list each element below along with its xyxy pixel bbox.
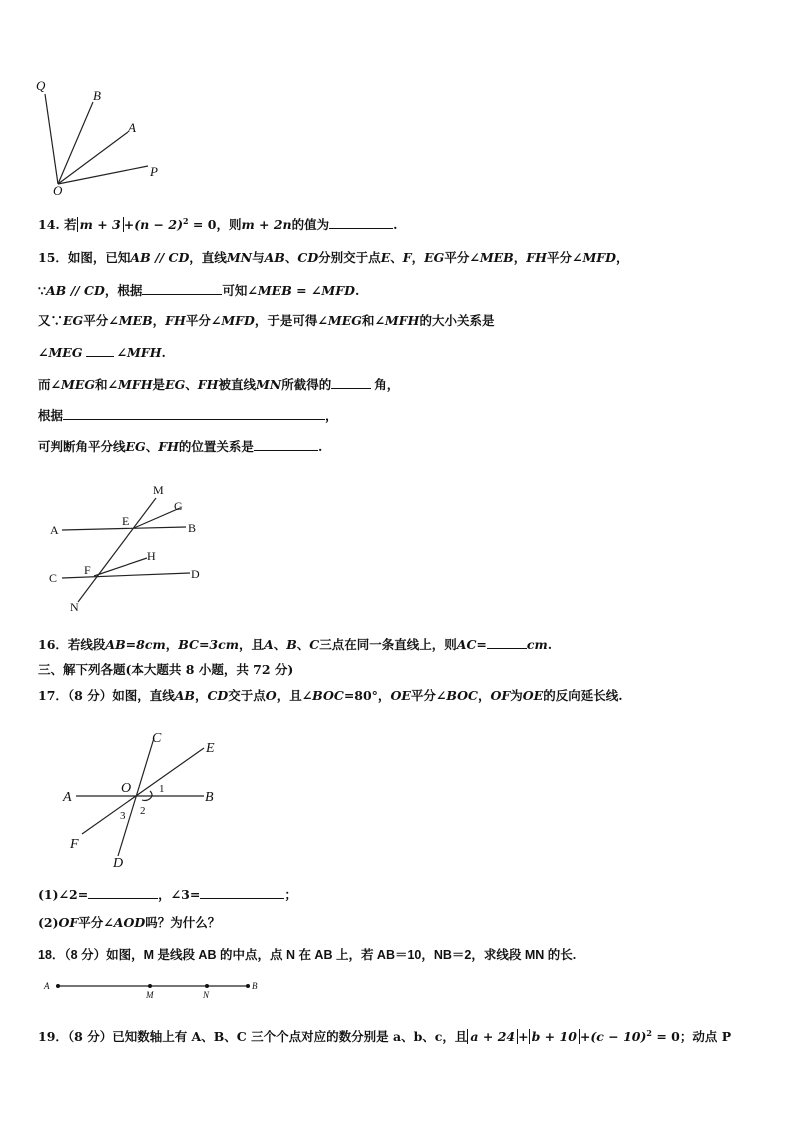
parallel-lines-figure — [40, 478, 220, 618]
label-c: C — [152, 731, 162, 746]
label-b: B — [93, 88, 101, 103]
label-n: N — [70, 600, 79, 614]
question-17-part-2: (2)OF平分∠AOD吗？为什么？ — [38, 915, 221, 930]
answer-blank[interactable] — [142, 282, 222, 295]
label-a: A — [63, 790, 72, 805]
question-19: 19．（8 分）已知数轴上有 A、B、C 三个个点对应的数分别是 a、b、c，且 $a + 24 + b + 10 +(c - 10)^2 = 0$；动点 P — [38, 1028, 732, 1045]
label-a: A — [128, 120, 136, 135]
answer-blank[interactable] — [63, 407, 325, 420]
answer-blank[interactable] — [329, 216, 393, 229]
label-p: P — [150, 164, 158, 179]
line-mn — [78, 498, 156, 602]
label-b: B — [205, 790, 214, 805]
label-c: C — [49, 571, 58, 585]
label-angle-3: 3 — [120, 810, 126, 822]
question-15-line-1: 15．如图，已知AB // CD，直线MN与AB、CD分别交于点E、F，EG平分∠MEB，FH平分∠MFD， — [38, 250, 629, 265]
line-ef — [82, 748, 204, 834]
label-o: O — [53, 183, 63, 198]
label-angle-1: 1 — [159, 783, 165, 795]
answer-blank[interactable] — [331, 376, 371, 389]
label-d: D — [191, 567, 200, 581]
question-15-line-2: ∵AB // CD，根据 可知∠MEB = ∠MFD. — [38, 283, 360, 298]
answer-blank[interactable] — [487, 636, 527, 649]
segment-figure — [40, 976, 270, 1002]
question-14: 14. 若 $m + 3 +(n - 2)^2 = 0$，则m + 2n的值为 . — [38, 216, 398, 233]
answer-blank[interactable] — [86, 344, 114, 357]
label-n: N — [203, 990, 210, 1000]
label-m: M — [146, 990, 154, 1000]
label-o: O — [121, 781, 132, 796]
label-e: E — [206, 741, 215, 756]
label-b: B — [188, 521, 197, 535]
point-a — [56, 984, 60, 988]
line-cd — [62, 573, 190, 578]
question-17: 17．（8 分）如图，直线AB，CD交于点O，且∠BOC=80°，OE平分∠BOC，OF为OE的反向延长线. — [38, 688, 623, 703]
label-f: F — [70, 837, 79, 852]
label-a: A — [50, 523, 59, 537]
label-b: B — [252, 981, 258, 991]
label-g: G — [174, 499, 183, 513]
point-b — [246, 984, 250, 988]
label-q: Q — [36, 78, 46, 93]
answer-blank[interactable] — [200, 886, 284, 899]
answer-blank[interactable] — [88, 886, 158, 899]
ray-fh — [94, 558, 147, 576]
label-f: F — [84, 563, 91, 577]
angle-rays-figure — [30, 72, 170, 200]
question-16: 16．若线段AB=8cm，BC=3cm，且A、B、C三点在同一条直线上，则AC= cm. — [38, 637, 553, 652]
angle-arc-2 — [142, 796, 152, 801]
point-n — [205, 984, 209, 988]
angle-arc-1 — [150, 791, 152, 796]
point-m — [148, 984, 152, 988]
question-15-line-4: ∠MEG ∠MFH. — [38, 345, 166, 360]
label-m: M — [153, 483, 164, 497]
label-d: D — [113, 856, 124, 871]
question-15-line-6: 根据 ， — [38, 408, 338, 423]
line-cd — [118, 738, 154, 856]
question-15-line-7: 可判断角平分线EG、FH的位置关系是 . — [38, 439, 323, 454]
ray-oq — [45, 94, 58, 184]
question-17-part-1: (1)∠2= ，∠3= ； — [38, 887, 297, 902]
answer-blank[interactable] — [254, 438, 318, 451]
ray-op — [58, 166, 148, 184]
label-a: A — [44, 981, 50, 991]
intersecting-lines-figure — [60, 728, 230, 872]
label-angle-2: 2 — [140, 805, 146, 817]
question-15-line-3: 又∵EG平分∠MEB，FH平分∠MFD，于是可得∠MEG和∠MFH的大小关系是 — [38, 313, 495, 328]
label-h: H — [147, 549, 156, 563]
label-e: E — [122, 514, 130, 528]
question-18: 18．（8 分）如图，M 是线段 AB 的中点，点 N 在 AB 上，若 AB＝10，NB＝2，求线段 MN 的长. — [38, 948, 577, 962]
section-3-heading: 三、解下列各题(本大题共 8 小题，共 72 分) — [38, 662, 294, 677]
question-15-line-5: 而∠MEG和∠MFH是EG、FH被直线MN所截得的 角， — [38, 377, 400, 392]
